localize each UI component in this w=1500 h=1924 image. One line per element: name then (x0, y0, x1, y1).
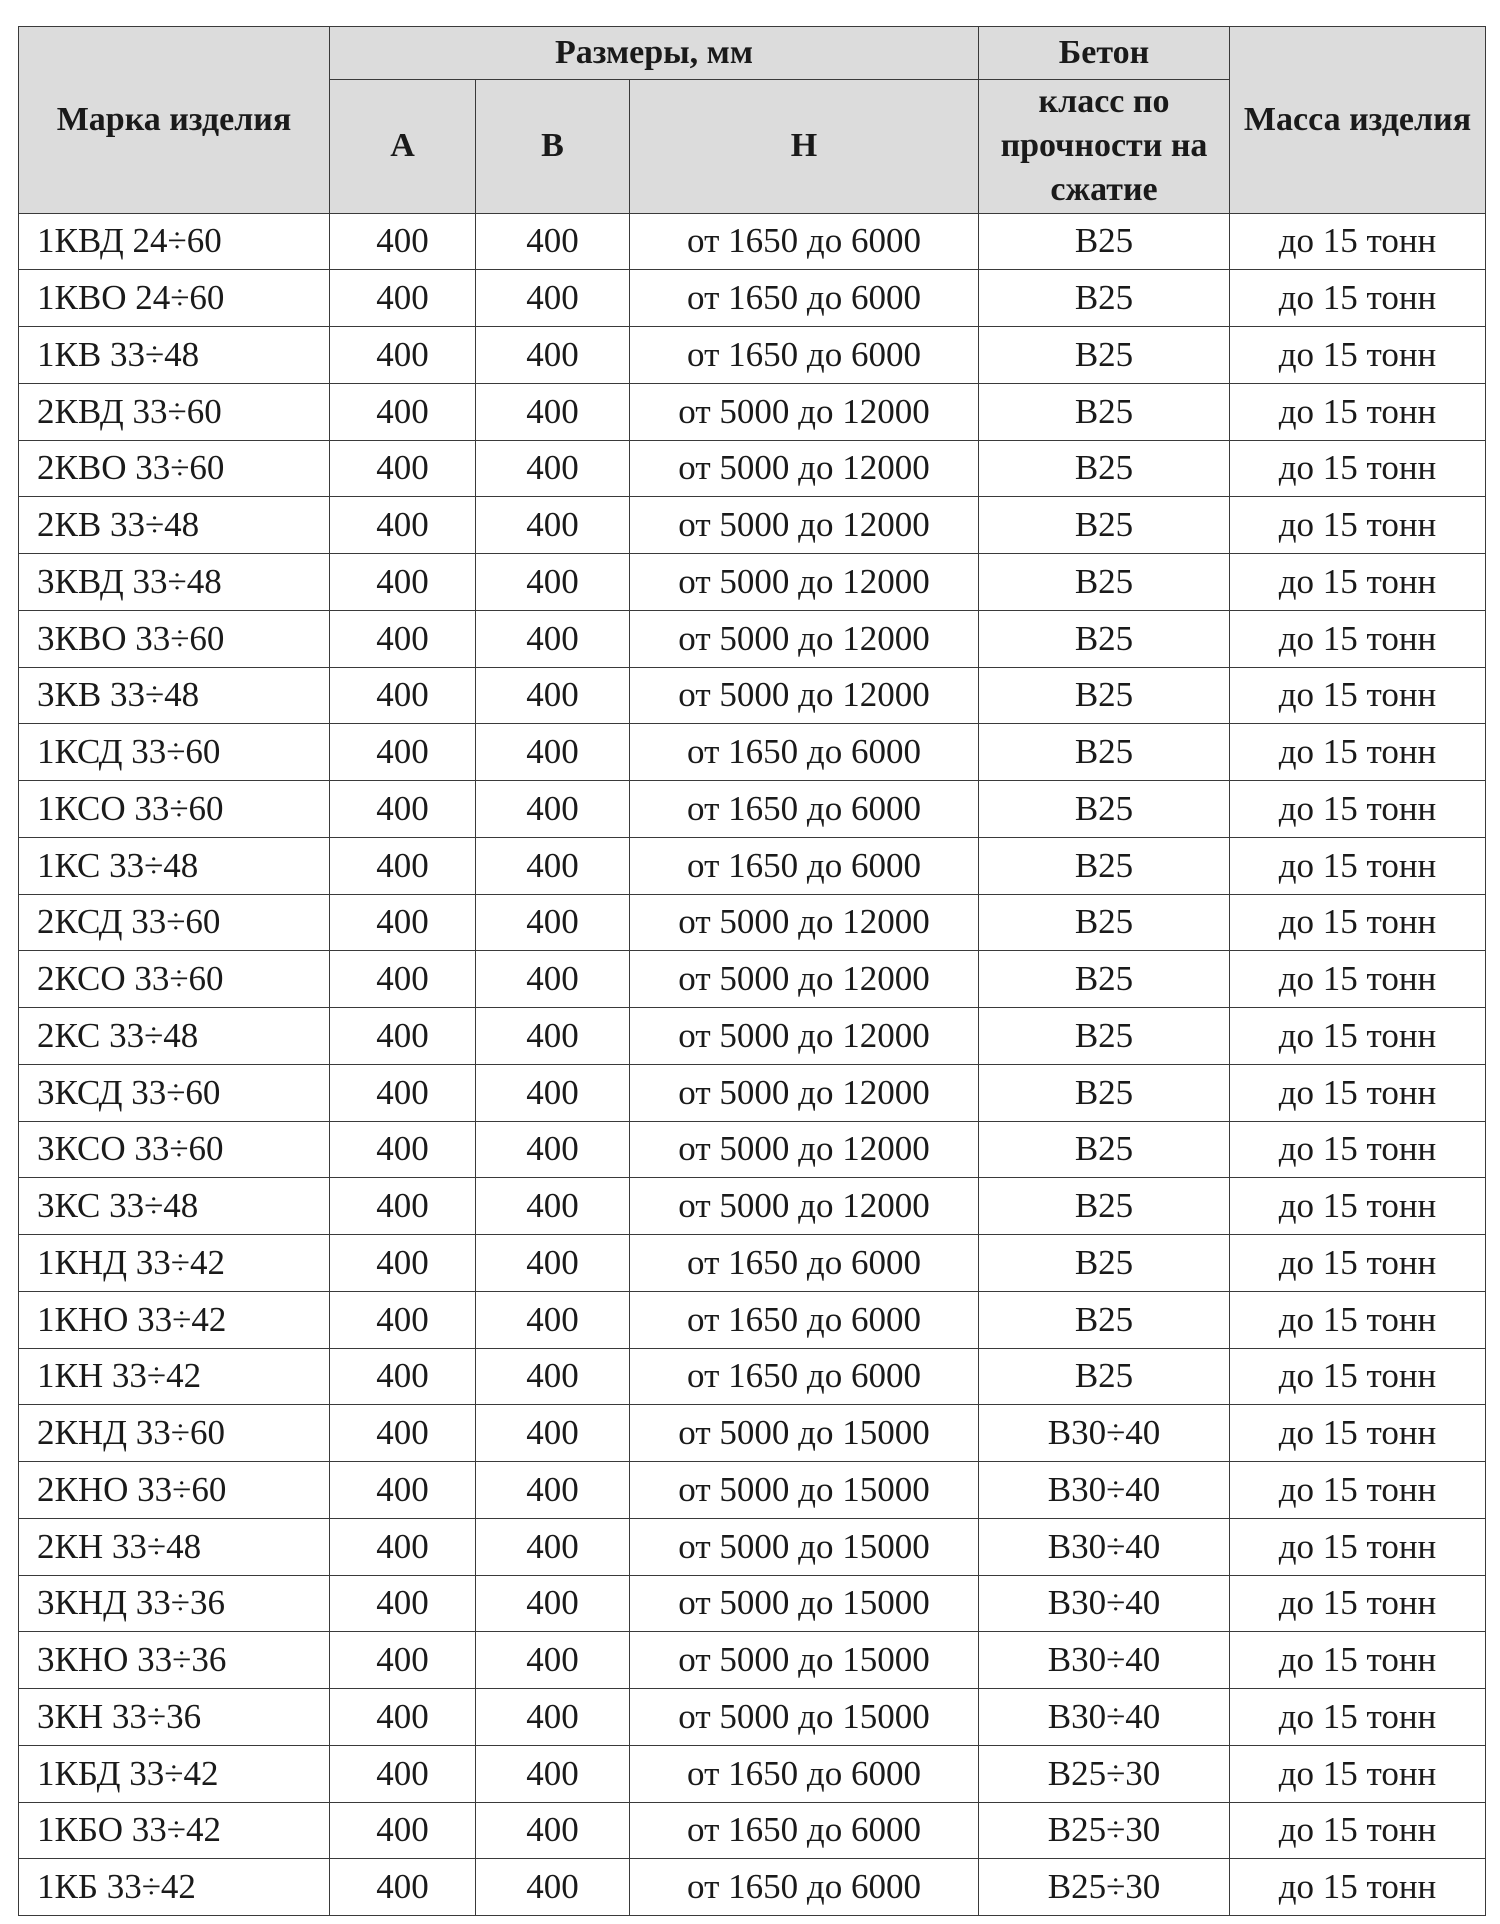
cell-mark: 1КВД 24÷60 (19, 213, 330, 270)
cell-h: от 5000 до 12000 (630, 440, 979, 497)
table-row (19, 327, 1486, 384)
header-a: A (330, 80, 476, 214)
cell-mark: 3КВ 33÷48 (19, 667, 330, 724)
cell-concrete-class: B30÷40 (979, 1575, 1230, 1632)
cell-h: от 5000 до 12000 (630, 497, 979, 554)
cell-concrete-class: B25 (979, 383, 1230, 440)
cell-mass: до 15 тонн (1230, 894, 1486, 951)
cell-mass: до 15 тонн (1230, 1235, 1486, 1292)
cell-mark: 3КНД 33÷36 (19, 1575, 330, 1632)
table-row (19, 213, 1486, 270)
cell-mark: 1КСД 33÷60 (19, 724, 330, 781)
cell-b: 400 (476, 1348, 630, 1405)
table-row (19, 951, 1486, 1008)
cell-h: от 5000 до 12000 (630, 554, 979, 611)
cell-mark: 2КСД 33÷60 (19, 894, 330, 951)
cell-concrete-class: B25 (979, 1008, 1230, 1065)
cell-a: 400 (330, 1575, 476, 1632)
cell-b: 400 (476, 1405, 630, 1462)
table-row (19, 1291, 1486, 1348)
cell-b: 400 (476, 327, 630, 384)
cell-concrete-class: B25 (979, 497, 1230, 554)
cell-b: 400 (476, 1518, 630, 1575)
cell-h: от 1650 до 6000 (630, 781, 979, 838)
cell-a: 400 (330, 1518, 476, 1575)
header-h: H (630, 80, 979, 214)
cell-mass: до 15 тонн (1230, 951, 1486, 1008)
cell-mark: 1КБО 33÷42 (19, 1802, 330, 1859)
cell-concrete-class: B25 (979, 724, 1230, 781)
header-mark: Марка изделия (19, 27, 330, 214)
cell-mass: до 15 тонн (1230, 667, 1486, 724)
cell-mass: до 15 тонн (1230, 1291, 1486, 1348)
table-row (19, 497, 1486, 554)
cell-mass: до 15 тонн (1230, 1575, 1486, 1632)
cell-b: 400 (476, 1802, 630, 1859)
cell-mass: до 15 тонн (1230, 554, 1486, 611)
header-mass: Масса изделия (1230, 27, 1486, 214)
cell-b: 400 (476, 1064, 630, 1121)
table-row (19, 724, 1486, 781)
cell-mass: до 15 тонн (1230, 270, 1486, 327)
cell-h: от 5000 до 15000 (630, 1405, 979, 1462)
cell-h: от 1650 до 6000 (630, 1235, 979, 1292)
cell-concrete-class: B25 (979, 213, 1230, 270)
cell-mark: 2КНД 33÷60 (19, 1405, 330, 1462)
cell-h: от 5000 до 12000 (630, 1121, 979, 1178)
table-row (19, 1859, 1486, 1916)
header-concrete: Бетон (979, 27, 1230, 80)
cell-a: 400 (330, 1689, 476, 1746)
cell-a: 400 (330, 781, 476, 838)
cell-concrete-class: B25÷30 (979, 1802, 1230, 1859)
cell-mass: до 15 тонн (1230, 1802, 1486, 1859)
cell-h: от 1650 до 6000 (630, 270, 979, 327)
table-body (19, 213, 1486, 1916)
cell-b: 400 (476, 270, 630, 327)
cell-mass: до 15 тонн (1230, 1064, 1486, 1121)
cell-h: от 5000 до 12000 (630, 610, 979, 667)
cell-b: 400 (476, 1745, 630, 1802)
cell-concrete-class: B30÷40 (979, 1689, 1230, 1746)
cell-mark: 2КВО 33÷60 (19, 440, 330, 497)
cell-b: 400 (476, 1178, 630, 1235)
cell-mass: до 15 тонн (1230, 781, 1486, 838)
cell-concrete-class: B25 (979, 440, 1230, 497)
cell-mass: до 15 тонн (1230, 1405, 1486, 1462)
cell-b: 400 (476, 213, 630, 270)
cell-mark: 3КНО 33÷36 (19, 1632, 330, 1689)
cell-mass: до 15 тонн (1230, 1008, 1486, 1065)
cell-a: 400 (330, 1235, 476, 1292)
table-row (19, 1689, 1486, 1746)
table-row (19, 1745, 1486, 1802)
cell-mass: до 15 тонн (1230, 440, 1486, 497)
cell-a: 400 (330, 1291, 476, 1348)
cell-concrete-class: B25 (979, 1291, 1230, 1348)
cell-b: 400 (476, 1632, 630, 1689)
cell-a: 400 (330, 1178, 476, 1235)
table-row (19, 1235, 1486, 1292)
product-spec-table (18, 26, 1486, 1916)
cell-b: 400 (476, 1462, 630, 1519)
table-row (19, 837, 1486, 894)
cell-b: 400 (476, 781, 630, 838)
cell-mark: 3КВО 33÷60 (19, 610, 330, 667)
cell-b: 400 (476, 837, 630, 894)
table-row (19, 894, 1486, 951)
header-strength-class: класс по прочности на сжатие (979, 80, 1230, 214)
cell-mass: до 15 тонн (1230, 1518, 1486, 1575)
cell-mass: до 15 тонн (1230, 1178, 1486, 1235)
cell-a: 400 (330, 1802, 476, 1859)
cell-mark: 1КВО 24÷60 (19, 270, 330, 327)
cell-concrete-class: B25 (979, 327, 1230, 384)
table-row (19, 781, 1486, 838)
table-row (19, 383, 1486, 440)
cell-a: 400 (330, 667, 476, 724)
cell-concrete-class: B25 (979, 1235, 1230, 1292)
cell-mass: до 15 тонн (1230, 327, 1486, 384)
cell-concrete-class: B25÷30 (979, 1859, 1230, 1916)
cell-a: 400 (330, 837, 476, 894)
cell-mass: до 15 тонн (1230, 1689, 1486, 1746)
cell-a: 400 (330, 1405, 476, 1462)
table-row (19, 440, 1486, 497)
cell-concrete-class: B25 (979, 1348, 1230, 1405)
cell-b: 400 (476, 894, 630, 951)
table-row (19, 610, 1486, 667)
cell-mark: 1КС 33÷48 (19, 837, 330, 894)
cell-h: от 1650 до 6000 (630, 213, 979, 270)
cell-mass: до 15 тонн (1230, 1348, 1486, 1405)
cell-h: от 1650 до 6000 (630, 1291, 979, 1348)
cell-mark: 2КВ 33÷48 (19, 497, 330, 554)
cell-concrete-class: B25 (979, 781, 1230, 838)
cell-b: 400 (476, 610, 630, 667)
table-row (19, 667, 1486, 724)
cell-a: 400 (330, 1745, 476, 1802)
table-row (19, 1462, 1486, 1519)
cell-concrete-class: B30÷40 (979, 1462, 1230, 1519)
cell-h: от 5000 до 12000 (630, 1064, 979, 1121)
cell-a: 400 (330, 610, 476, 667)
cell-b: 400 (476, 554, 630, 611)
cell-concrete-class: B25 (979, 554, 1230, 611)
cell-mass: до 15 тонн (1230, 497, 1486, 554)
cell-concrete-class: B25 (979, 270, 1230, 327)
cell-h: от 5000 до 12000 (630, 951, 979, 1008)
cell-concrete-class: B25 (979, 837, 1230, 894)
cell-concrete-class: B25÷30 (979, 1745, 1230, 1802)
cell-concrete-class: B25 (979, 610, 1230, 667)
cell-mark: 1КНД 33÷42 (19, 1235, 330, 1292)
cell-mass: до 15 тонн (1230, 1121, 1486, 1178)
cell-mark: 3КС 33÷48 (19, 1178, 330, 1235)
cell-a: 400 (330, 894, 476, 951)
cell-h: от 1650 до 6000 (630, 327, 979, 384)
cell-mass: до 15 тонн (1230, 724, 1486, 781)
cell-mark: 3КСД 33÷60 (19, 1064, 330, 1121)
cell-mark: 2КВД 33÷60 (19, 383, 330, 440)
header-dimensions: Размеры, мм (330, 27, 979, 80)
cell-mark: 1КВ 33÷48 (19, 327, 330, 384)
table-row (19, 270, 1486, 327)
table-row (19, 1348, 1486, 1405)
cell-mark: 1КН 33÷42 (19, 1348, 330, 1405)
cell-b: 400 (476, 1121, 630, 1178)
cell-a: 400 (330, 1859, 476, 1916)
cell-concrete-class: B25 (979, 1121, 1230, 1178)
table-row (19, 1121, 1486, 1178)
cell-a: 400 (330, 213, 476, 270)
cell-b: 400 (476, 440, 630, 497)
cell-h: от 1650 до 6000 (630, 1859, 979, 1916)
header-b: B (476, 80, 630, 214)
cell-a: 400 (330, 270, 476, 327)
table-row (19, 1405, 1486, 1462)
cell-h: от 5000 до 15000 (630, 1575, 979, 1632)
cell-h: от 5000 до 15000 (630, 1632, 979, 1689)
cell-a: 400 (330, 497, 476, 554)
cell-a: 400 (330, 1462, 476, 1519)
cell-mark: 3КСО 33÷60 (19, 1121, 330, 1178)
table-row (19, 554, 1486, 611)
table-header (19, 27, 1486, 214)
cell-mark: 3КН 33÷36 (19, 1689, 330, 1746)
cell-b: 400 (476, 383, 630, 440)
cell-h: от 1650 до 6000 (630, 1745, 979, 1802)
cell-mark: 2КС 33÷48 (19, 1008, 330, 1065)
cell-mass: до 15 тонн (1230, 610, 1486, 667)
table-row (19, 1802, 1486, 1859)
cell-b: 400 (476, 497, 630, 554)
cell-h: от 1650 до 6000 (630, 1348, 979, 1405)
cell-b: 400 (476, 667, 630, 724)
cell-concrete-class: B25 (979, 894, 1230, 951)
cell-a: 400 (330, 1632, 476, 1689)
cell-a: 400 (330, 1064, 476, 1121)
header-row-top (19, 27, 1486, 80)
cell-a: 400 (330, 440, 476, 497)
cell-h: от 5000 до 12000 (630, 383, 979, 440)
table-row (19, 1178, 1486, 1235)
cell-h: от 1650 до 6000 (630, 837, 979, 894)
cell-mass: до 15 тонн (1230, 1462, 1486, 1519)
cell-b: 400 (476, 1008, 630, 1065)
cell-mark: 1КБ 33÷42 (19, 1859, 330, 1916)
cell-h: от 5000 до 15000 (630, 1462, 979, 1519)
cell-a: 400 (330, 1348, 476, 1405)
cell-mark: 1КБД 33÷42 (19, 1745, 330, 1802)
cell-mass: до 15 тонн (1230, 1632, 1486, 1689)
cell-b: 400 (476, 951, 630, 1008)
cell-h: от 1650 до 6000 (630, 724, 979, 781)
table-row (19, 1008, 1486, 1065)
cell-a: 400 (330, 724, 476, 781)
cell-mark: 2КНО 33÷60 (19, 1462, 330, 1519)
cell-concrete-class: B30÷40 (979, 1518, 1230, 1575)
table-row (19, 1064, 1486, 1121)
cell-h: от 5000 до 15000 (630, 1518, 979, 1575)
cell-h: от 5000 до 12000 (630, 894, 979, 951)
cell-mass: до 15 тонн (1230, 837, 1486, 894)
cell-b: 400 (476, 1291, 630, 1348)
cell-concrete-class: B30÷40 (979, 1632, 1230, 1689)
cell-concrete-class: B25 (979, 667, 1230, 724)
cell-a: 400 (330, 1121, 476, 1178)
cell-h: от 5000 до 15000 (630, 1689, 979, 1746)
cell-h: от 5000 до 12000 (630, 667, 979, 724)
table-row (19, 1575, 1486, 1632)
cell-b: 400 (476, 724, 630, 781)
table-row (19, 1518, 1486, 1575)
cell-mass: до 15 тонн (1230, 213, 1486, 270)
cell-a: 400 (330, 951, 476, 1008)
cell-h: от 5000 до 12000 (630, 1008, 979, 1065)
cell-h: от 5000 до 12000 (630, 1178, 979, 1235)
cell-b: 400 (476, 1859, 630, 1916)
cell-mark: 2КСО 33÷60 (19, 951, 330, 1008)
cell-a: 400 (330, 554, 476, 611)
cell-b: 400 (476, 1689, 630, 1746)
cell-mark: 3КВД 33÷48 (19, 554, 330, 611)
cell-mark: 2КН 33÷48 (19, 1518, 330, 1575)
cell-concrete-class: B25 (979, 951, 1230, 1008)
cell-mass: до 15 тонн (1230, 383, 1486, 440)
cell-b: 400 (476, 1235, 630, 1292)
cell-mass: до 15 тонн (1230, 1859, 1486, 1916)
cell-h: от 1650 до 6000 (630, 1802, 979, 1859)
cell-mass: до 15 тонн (1230, 1745, 1486, 1802)
cell-a: 400 (330, 383, 476, 440)
cell-a: 400 (330, 327, 476, 384)
cell-concrete-class: B30÷40 (979, 1405, 1230, 1462)
cell-mark: 1КСО 33÷60 (19, 781, 330, 838)
cell-a: 400 (330, 1008, 476, 1065)
cell-concrete-class: B25 (979, 1064, 1230, 1121)
cell-b: 400 (476, 1575, 630, 1632)
cell-concrete-class: B25 (979, 1178, 1230, 1235)
table-row (19, 1632, 1486, 1689)
cell-mark: 1КНО 33÷42 (19, 1291, 330, 1348)
